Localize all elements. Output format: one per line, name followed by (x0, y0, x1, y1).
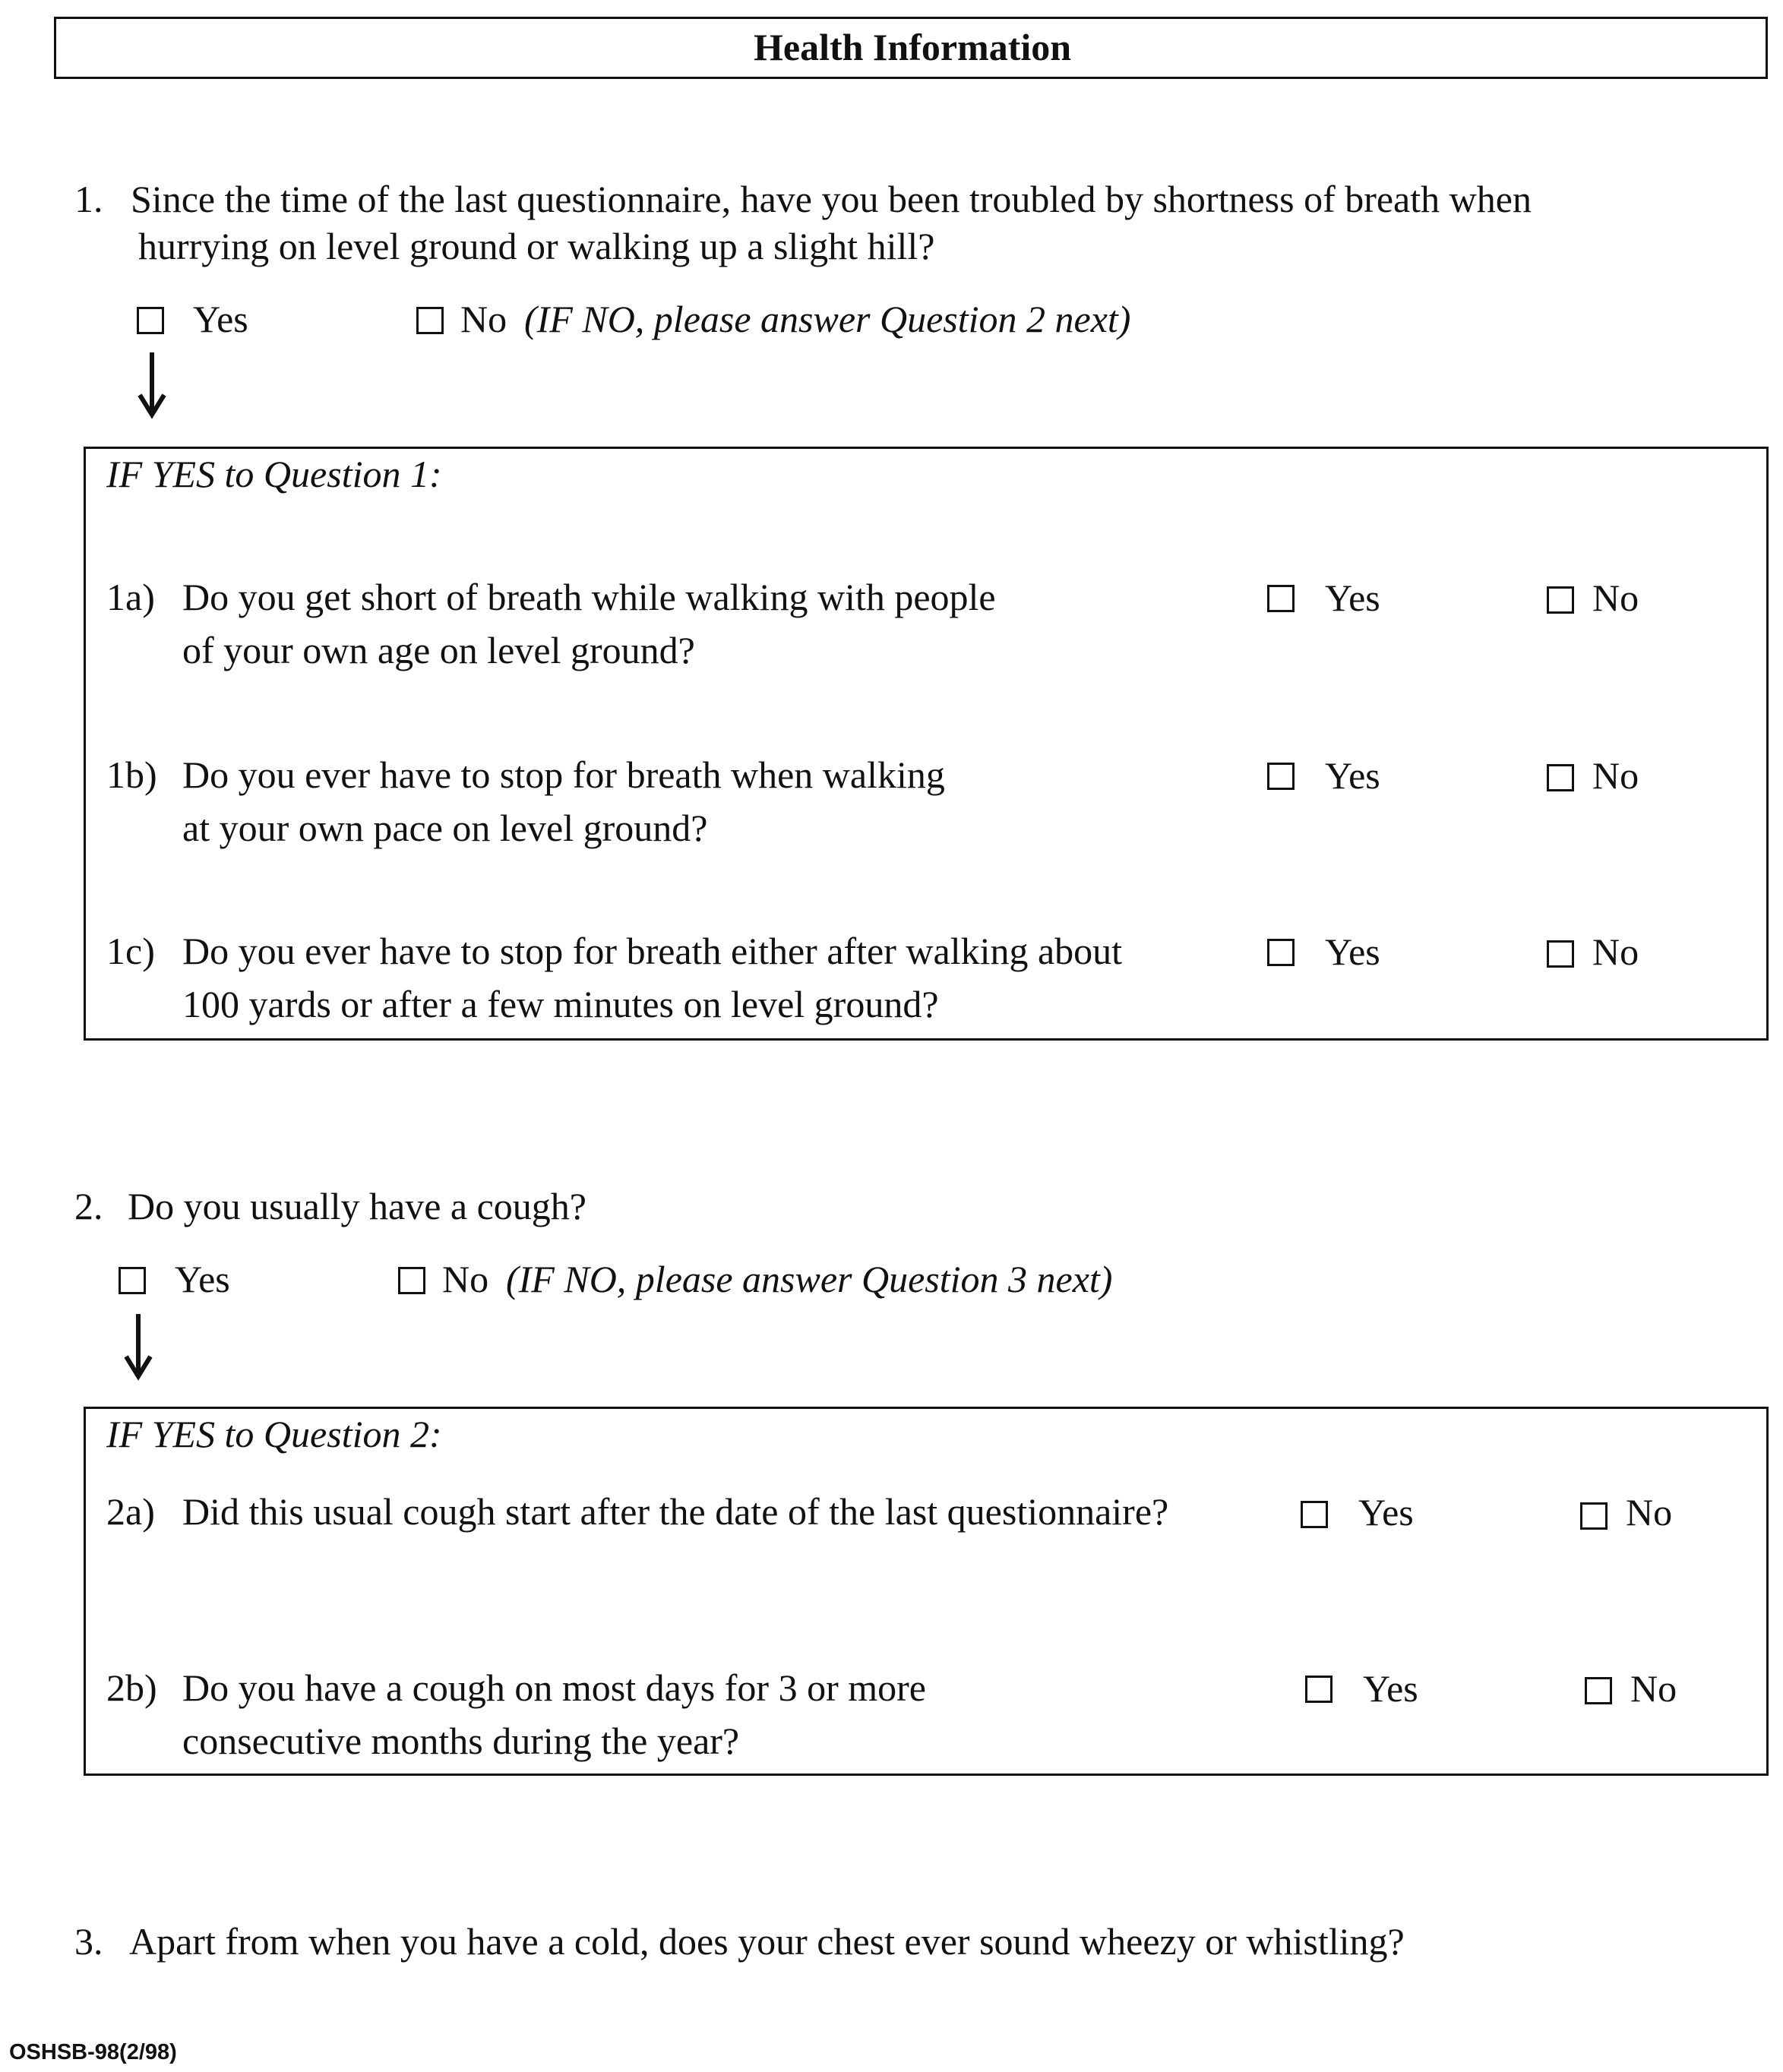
q1c-line2: 100 yards or after a few minutes on level ground? (182, 983, 939, 1025)
q1c-no-checkbox[interactable] (1547, 940, 1574, 968)
q1-number: 1. (74, 178, 103, 220)
q1-down-arrow-icon (137, 351, 167, 419)
q1a-yes-label: Yes (1325, 576, 1380, 619)
q1c-yes-label: Yes (1325, 930, 1380, 973)
q2-no-note: (IF NO, please answer Question 3 next) (506, 1258, 1113, 1300)
q1a-yes-checkbox[interactable] (1267, 585, 1295, 612)
q1-yes-label: Yes (193, 298, 248, 340)
q1b-yes-checkbox[interactable] (1267, 763, 1295, 790)
q1-no-checkbox[interactable] (416, 307, 444, 334)
q2a-no-checkbox[interactable] (1580, 1502, 1608, 1530)
q2b-line1: Do you have a cough on most days for 3 or more (182, 1666, 926, 1709)
q2-yes-label: Yes (175, 1258, 230, 1300)
q1b-id: 1b) (106, 753, 157, 796)
q3-number: 3. (74, 1920, 103, 1963)
q2b-id: 2b) (106, 1666, 157, 1709)
q2-down-arrow-icon (123, 1312, 153, 1381)
q1c-no-label: No (1592, 930, 1639, 973)
q2a-id: 2a) (106, 1490, 155, 1533)
q1a-line2: of your own age on level ground? (182, 629, 695, 671)
q2a-yes-label: Yes (1358, 1491, 1414, 1533)
q1b-no-label: No (1592, 754, 1639, 797)
q2b-yes-label: Yes (1363, 1667, 1418, 1710)
q2b-no-checkbox[interactable] (1585, 1677, 1612, 1704)
q2-no-label: No (442, 1258, 489, 1300)
q2-text-line1: Do you usually have a cough? (128, 1185, 587, 1227)
q1-yes-checkbox[interactable] (137, 307, 164, 334)
q1a-id: 1a) (106, 576, 155, 618)
q2-followup-heading: IF YES to Question 2: (106, 1413, 442, 1455)
q1c-line1: Do you ever have to stop for breath either after walking about (182, 930, 1123, 972)
q1-text-line1: Since the time of the last questionnaire, have you been troubled by shortness of breath when (131, 178, 1532, 220)
q1b-yes-label: Yes (1325, 754, 1380, 797)
page-title: Health Information (754, 26, 1072, 68)
q2-number: 2. (74, 1185, 103, 1227)
q2b-no-label: No (1630, 1667, 1677, 1710)
q2-no-checkbox[interactable] (398, 1267, 425, 1294)
q1-no-note: (IF NO, please answer Question 2 next) (524, 298, 1131, 340)
q1a-line1: Do you get short of breath while walking with people (182, 576, 996, 618)
q1-followup-heading: IF YES to Question 1: (106, 453, 442, 495)
q1c-yes-checkbox[interactable] (1267, 939, 1295, 966)
q2-yes-checkbox[interactable] (119, 1267, 146, 1294)
q3-text-line1: Apart from when you have a cold, does your chest ever sound wheezy or whistling? (129, 1920, 1405, 1963)
q1-text-line2: hurrying on level ground or walking up a slight hill? (138, 225, 935, 267)
q1-no-label: No (460, 298, 507, 340)
form-code: OSHSB-98(2/98) (9, 2040, 177, 2064)
q2b-line2: consecutive months during the year? (182, 1720, 740, 1762)
q2a-no-label: No (1626, 1491, 1673, 1533)
q2b-yes-checkbox[interactable] (1305, 1676, 1333, 1703)
q1b-line1: Do you ever have to stop for breath when walking (182, 753, 945, 796)
q1a-no-checkbox[interactable] (1547, 586, 1574, 614)
q2a-yes-checkbox[interactable] (1301, 1501, 1328, 1528)
q1c-id: 1c) (106, 930, 155, 972)
q2a-line1: Did this usual cough start after the date of the last questionnaire? (182, 1490, 1169, 1533)
q1b-no-checkbox[interactable] (1547, 764, 1574, 791)
q1b-line2: at your own pace on level ground? (182, 807, 708, 849)
q1a-no-label: No (1592, 576, 1639, 619)
